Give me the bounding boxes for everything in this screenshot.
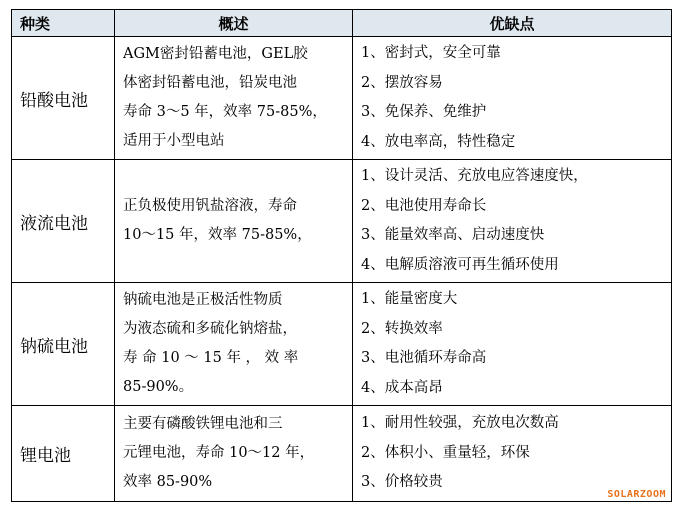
pros-cons-cell: [353, 37, 672, 160]
summary-line: AGM密封铅蓄电池，GEL胶: [123, 46, 308, 62]
pros-cons-item: 3、价格较贵: [361, 474, 443, 491]
pros-cons-item: 4、成本高昂: [361, 379, 443, 396]
pros-cons-item: 1、能量密度大: [361, 291, 458, 307]
pros-cons-item: 2、体积小、重量轻，环保: [361, 444, 530, 461]
pros-cons-cell: [353, 406, 672, 502]
summary-line: 10～15 年，效率 75-85%，: [123, 227, 312, 243]
table-row: [12, 37, 672, 160]
summary-line: 钠硫电池是正极活性物质: [123, 292, 283, 308]
summary-cell: [115, 37, 353, 160]
summary-line: 正负极使用钒盐溶液，寿命: [123, 198, 297, 214]
header-row: [12, 10, 672, 37]
summary-line: 寿命 3～5 年，效率 75-85%，: [123, 104, 327, 120]
summary-line: 效率 85-90%: [123, 474, 213, 490]
pros-cons-item: 3、免保养、免维护: [361, 104, 487, 120]
battery-comparison-table: [11, 9, 671, 502]
summary-line: 主要有磷酸铁锂电池和三: [123, 416, 283, 432]
pros-cons-item: 1、耐用性较强，充放电次数高: [361, 415, 559, 432]
battery-type-cell: 钠硫电池: [12, 283, 115, 406]
pros-cons-item: 1、设计灵活、充放电应答速度快，: [361, 168, 588, 184]
table-row: [12, 406, 672, 502]
summary-line: 寿 命 10 ～ 15 年 ， 效 率: [123, 350, 299, 366]
table-row: [12, 283, 672, 406]
pros-cons-item: 3、能量效率高、启动速度快: [361, 227, 545, 243]
pros-cons-item: 3、电池循环寿命高: [361, 350, 487, 366]
pros-cons-item: 2、转换效率: [361, 320, 443, 337]
summary-line: 85-90%。: [123, 379, 194, 395]
summary-line: 适用于小型电站: [123, 133, 225, 149]
pros-cons-item: 2、电池使用寿命长: [361, 197, 487, 214]
summary-line: 元锂电池，寿命 10～12 年，: [123, 445, 315, 461]
pros-cons-cell: [353, 283, 672, 406]
pros-cons-item: 4、放电率高，特性稳定: [361, 133, 516, 150]
summary-cell: [115, 283, 353, 406]
pros-cons-item: 2、摆放容易: [361, 74, 443, 91]
header-summary: 概述: [115, 10, 353, 37]
battery-type-cell: 锂电池: [12, 406, 115, 502]
battery-type-cell: 液流电池: [12, 160, 115, 283]
battery-type-cell: 铅酸电池: [12, 37, 115, 160]
summary-line: 为液态硫和多硫化钠熔盐，: [123, 321, 297, 337]
summary-cell: [115, 160, 353, 283]
pros-cons-item: 1、密封式，安全可靠: [361, 45, 501, 61]
header-type: 种类: [12, 10, 115, 37]
header-pros: 优缺点: [353, 10, 672, 37]
table-row: [12, 160, 672, 283]
summary-cell: [115, 406, 353, 502]
summary-line: 体密封铅蓄电池，铅炭电池: [123, 75, 297, 91]
pros-cons-cell: [353, 160, 672, 283]
pros-cons-item: 4、电解质溶液可再生循环使用: [361, 256, 559, 273]
watermark-logo: SOLARZOOM: [607, 489, 666, 500]
